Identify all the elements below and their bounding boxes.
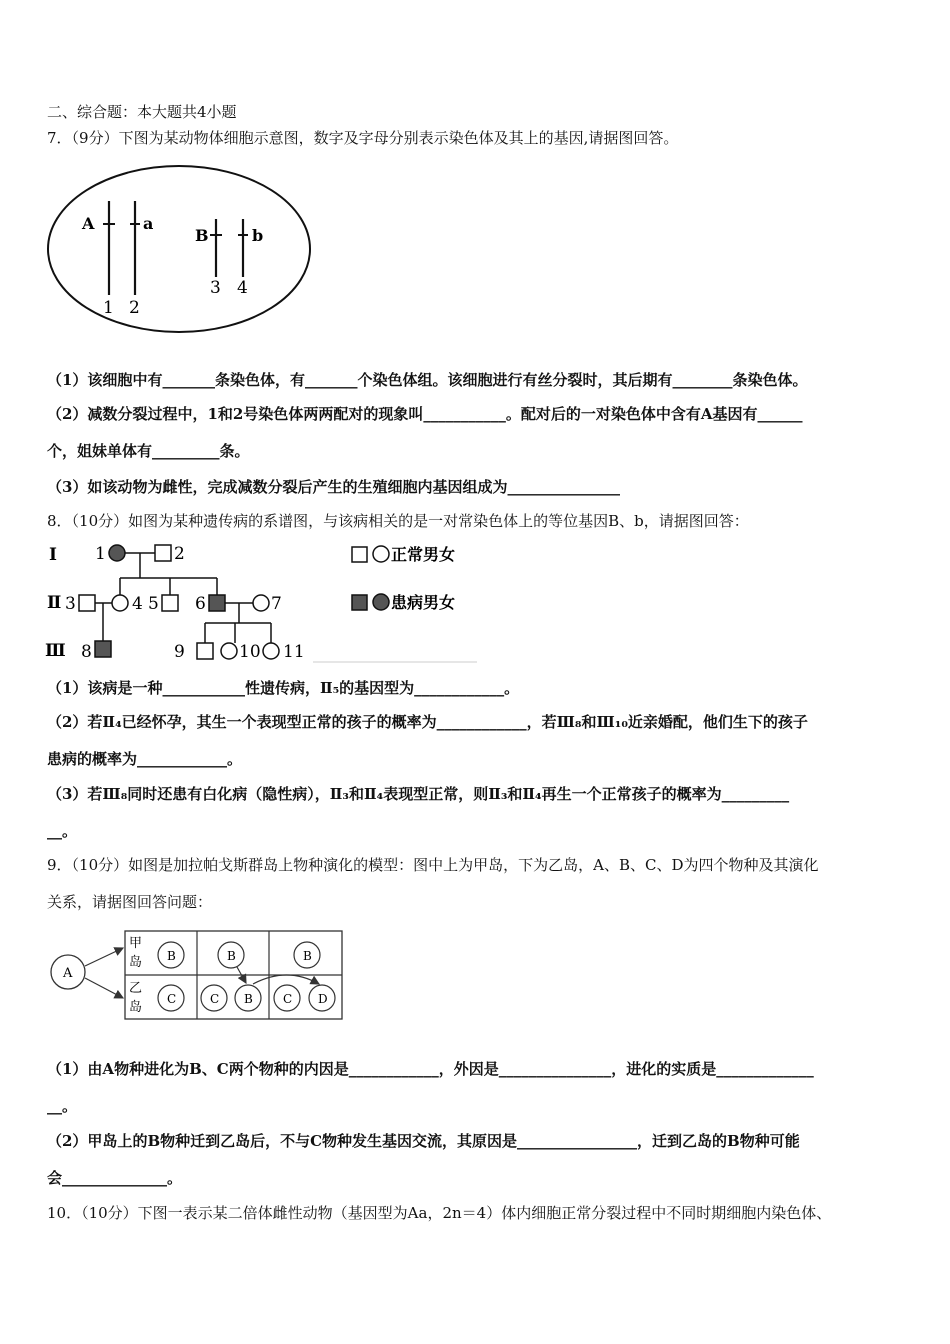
individual-7-number: 7 — [271, 594, 282, 614]
yi-col2-species-B-label: B — [244, 992, 253, 1006]
island-jia-char1: 甲 — [129, 936, 143, 951]
jia-col3-species-B-label: B — [303, 949, 312, 963]
individual-4-number: 4 — [132, 594, 143, 614]
individual-9-normal-male — [197, 643, 213, 659]
island-yi-char2: 岛 — [129, 1000, 143, 1015]
individual-10-normal-female — [221, 643, 237, 659]
q7-cell-diagram — [45, 163, 315, 341]
gene-a-label: a — [143, 214, 154, 233]
q7-stem: 7．（9分）下图为某动物体细胞示意图，数字及字母分别表示染色体及其上的基因,请据图回答。 — [47, 129, 679, 147]
individual-9-number: 9 — [174, 642, 185, 662]
individual-5-normal-male — [162, 595, 178, 611]
individual-6-affected-male — [209, 595, 225, 611]
individual-3-normal-male — [79, 595, 95, 611]
individual-11-normal-female — [263, 643, 279, 659]
q8-part2-line1: （2）若Ⅱ₄已经怀孕，其生一个表现型正常的孩子的概率为____________，若Ⅲ₈和Ⅲ₁₀近亲婚配，他们生下的孩子 — [47, 713, 808, 731]
gene-B-label: B — [195, 226, 209, 245]
jia-col1-species-B-label: B — [167, 949, 176, 963]
q7-part3: （3）如该动物为雌性，完成减数分裂后产生的生殖细胞内基因组成为_______________ — [47, 478, 620, 496]
cell-outline — [48, 166, 310, 332]
individual-8-affected-male — [95, 641, 111, 657]
q8-part2-line2: 患病的概率为____________。 — [47, 750, 243, 768]
q9-stem-line2: 关系，请据图回答问题： — [47, 893, 213, 911]
chromosome-3-label: 3 — [210, 278, 221, 298]
q8-part3-line1: （3）若Ⅲ₈同时还患有白化病（隐性病），Ⅱ₃和Ⅱ₄表现型正常，则Ⅱ₃和Ⅱ₄再生一个正常孩子的概率为_________ — [47, 785, 790, 803]
gen-1-label: Ⅰ — [49, 545, 57, 565]
q9-island-evolution-diagram — [47, 928, 347, 1024]
section-title: 二、综合题：本大题共4小题 — [47, 103, 237, 121]
individual-6-number: 6 — [195, 594, 206, 614]
chromosome-2-label: 2 — [129, 298, 140, 318]
q7-part2-line1: （2）减数分裂过程中，1和2号染色体两两配对的现象叫___________。配对后的一对染色体中含有A基因有______ — [47, 405, 803, 423]
chromosome-1-label: 1 — [103, 298, 114, 318]
legend-normal-text: 正常男女 — [391, 545, 456, 564]
gen-2-label: Ⅱ — [47, 593, 62, 613]
q9-part2-line2: 会______________。 — [47, 1169, 183, 1187]
q8-pedigree-chart — [45, 538, 485, 666]
legend-normal-male-symbol — [352, 547, 367, 562]
q8-part1: （1）该病是一种___________性遗传病，Ⅱ₅的基因型为____________。 — [47, 679, 520, 697]
individual-4-normal-female — [112, 595, 128, 611]
legend-normal-female-symbol — [373, 546, 389, 562]
yi-col2-species-C-label: C — [210, 992, 220, 1006]
gene-A-label: A — [82, 214, 95, 233]
island-jia-char2: 岛 — [129, 955, 143, 970]
jia-col2-species-B-label: B — [227, 949, 236, 963]
gen-3-label: Ⅲ — [45, 641, 66, 661]
individual-7-normal-female — [253, 595, 269, 611]
q9-stem-line1: 9．（10分）如图是加拉帕戈斯群岛上物种演化的模型：图中上为甲岛，下为乙岛，A、B、C、D为四个物种及其演化 — [47, 856, 819, 874]
legend-affected-female-symbol — [373, 594, 389, 610]
gene-b-label: b — [252, 226, 264, 245]
yi-col3-species-C-label: C — [283, 992, 293, 1006]
individual-10-number: 10 — [239, 642, 261, 662]
q7-part1: （1）该细胞中有_______条染色体，有_______个染色体组。该细胞进行有丝分裂时，其后期有________条染色体。 — [47, 371, 808, 389]
chromosome-4-label: 4 — [237, 278, 248, 298]
yi-col1-species-C-label: C — [167, 992, 177, 1006]
legend-affected-text: 患病男女 — [391, 593, 456, 612]
q7-part2-line2: 个，姐妹单体有_________条。 — [47, 442, 250, 460]
species-A-label: A — [63, 966, 73, 981]
individual-3-number: 3 — [65, 594, 76, 614]
legend-affected-male-symbol — [352, 595, 367, 610]
individual-11-number: 11 — [283, 642, 305, 662]
individual-2-number: 2 — [174, 544, 185, 564]
individual-5-number: 5 — [148, 594, 159, 614]
q9-part1-line1: （1）由A物种进化为B、C两个物种的内因是____________，外因是_______________，进化的实质是_____________ — [47, 1060, 814, 1078]
individual-1-affected-female — [109, 545, 125, 561]
q9-part1-line2: __。 — [47, 1097, 78, 1115]
q8-part3-line2: __。 — [47, 822, 78, 840]
q10-stem: 10．（10分）下图一表示某二倍体雌性动物（基因型为Aa，2n＝4）体内细胞正常分裂过程中不同时期细胞内染色体、 — [47, 1204, 832, 1222]
individual-2-normal-male — [155, 545, 171, 561]
q8-stem: 8．（10分）如图为某种遗传病的系谱图，与该病相关的是一对常染色体上的等位基因B、b，请据图回答： — [47, 512, 749, 530]
yi-col3-species-D-label: D — [318, 992, 328, 1006]
island-yi-char1: 乙 — [129, 981, 143, 996]
individual-1-number: 1 — [95, 544, 106, 564]
individual-8-number: 8 — [81, 642, 92, 662]
q9-part2-line1: （2）甲岛上的B物种迁到乙岛后，不与C物种发生基因交流，其原因是________________，迁到乙岛的B物种可能 — [47, 1132, 800, 1150]
